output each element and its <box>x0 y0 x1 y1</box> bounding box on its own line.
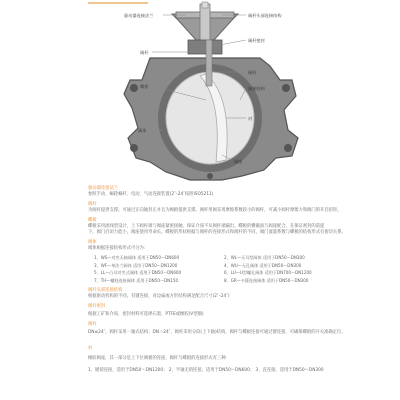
body-types-row <box>94 269 374 277</box>
section-text-disc-2: 下，阀门启闭力能小，阀座使用寿命长。蝶板的形状根据与阀杆的连接形式和阀杆的不同，阀门流量系数与蝶板的结构形式有密切关系。 <box>88 230 346 235</box>
section-title-liner: 衬 <box>88 346 93 351</box>
callout-actuator-flange: 驱动器连接法兰 <box>124 13 154 18</box>
bolt-hole <box>284 144 292 152</box>
section-text-stem-head: 根据驱动机构的不同，有键连接、对边扁或方形结构满足配合尺寸(2″–24″) <box>88 294 230 299</box>
section-text-stem-2: DN≤24″，阀杆采用一轴式结构；DN＞24″，阀杆采用分段(上下轴)结构，阀杆与蝶板连接可通过键连接，可确保蝶板的开关准确定位。 <box>88 330 346 335</box>
callout-stem-left: 阀杆 <box>140 50 149 55</box>
section-text-body: 阀体根据连接结构形式可分为： <box>88 246 149 251</box>
section-title-disc: 蝶板 <box>88 218 97 223</box>
section-title-stem-head: 阀杆头部连接结构 <box>88 288 123 293</box>
body-type-item: 2、WL—无耳型阀体 适用于DN50～DN300 <box>224 255 305 260</box>
section-text-liner-list: 1、键销连接，适用于DN50～DN1200； 2、半轴无销连接，适用于DN50～DN600； 3、直连接，适用于DN50～DN300 <box>88 368 324 373</box>
section-title-actuator-flange: 驱动器连接法兰 <box>88 186 119 191</box>
section-title-stem-seal: 阀杆密封 <box>88 304 106 309</box>
section-text-stem: 为阀杆提供支撑。可通过正向轴封正并且为阀板提供支撑。阀杆用阀采用摩擦系数较小的阀杆，可减小阀杆摩擦力和阀门的开启扭矩。 <box>88 208 342 213</box>
body-types-row <box>94 254 374 262</box>
section-title-stem-2: 阀杆 <box>88 322 97 327</box>
body-type-item: 6、LU—U型螺孔阀体 适用于DN700～DN1200 <box>224 270 312 276</box>
bolt-hole <box>282 84 290 92</box>
body-type-item: 3、WF—单法兰阀体 适用于DN50～DN1200 <box>94 262 178 268</box>
section-title-body: 阀体 <box>88 240 97 245</box>
section-title-stem: 阀杆 <box>88 202 97 207</box>
body-type-item: 4、WU—无孔阀体 适用于DN50～DN300 <box>224 262 302 268</box>
valve-cutaway-diagram <box>0 0 400 185</box>
bolt-hole <box>130 84 138 92</box>
section-text-liner: 橡胶阀座，其一部分是上下位阀板的连座，阀杆与蝶板的连接形式有三种： <box>88 356 230 361</box>
actuator-bracket <box>172 2 238 54</box>
body-type-item: 8、GR—卡箍连接阀体 适用于DN50～DN300 <box>224 277 309 283</box>
body-types-row <box>94 262 374 270</box>
callout-stem-head: 阀杆头部连接结构 <box>248 13 282 18</box>
body-types-row <box>94 277 374 285</box>
callout-stem-seal: 阀杆密封 <box>248 38 265 43</box>
callout-liner: 衬 <box>248 116 253 121</box>
callout-disc: 蝶板 <box>140 84 149 89</box>
section-text-disc-1: 蝶板采用流线型设计，上下阀杆端与阀座紧密接触，保证介质不从阀杆端漏出。蝶板的横截面与阀座配合，在保证密封的前提 <box>88 224 325 229</box>
section-text-actuator-flange: 参照手动、蜗轮蜗杆、电动、气动连接装置(2″–24″按照ISO5211) <box>88 192 214 197</box>
bolt-hole <box>207 173 213 179</box>
valve-stem <box>206 40 212 86</box>
body-type-item: 1、WS—对夹无轴阀体 适用于DN50～DN600 <box>94 255 180 260</box>
callout-body: 阀体 <box>138 128 147 133</box>
callout-seat-structure: 阀座结构 <box>248 86 265 91</box>
body-types-grid <box>94 254 374 284</box>
callout-stem-right: 阀杆 <box>248 70 257 75</box>
body-type-item: 7、TH—螺栓连接阀体 适用于DN50～DN150 <box>94 277 179 283</box>
callout-seat: 阀座 <box>234 159 243 164</box>
bolt-hole <box>130 144 138 152</box>
section-text-stem-seal: 根据工矿和介质，密封材料可选择石墨、PTFE或橡胶(V型圈) <box>88 312 204 317</box>
body-type-item: 5、LL—凸耳对夹式阀体 适用于DN50～DN600 <box>94 270 182 276</box>
